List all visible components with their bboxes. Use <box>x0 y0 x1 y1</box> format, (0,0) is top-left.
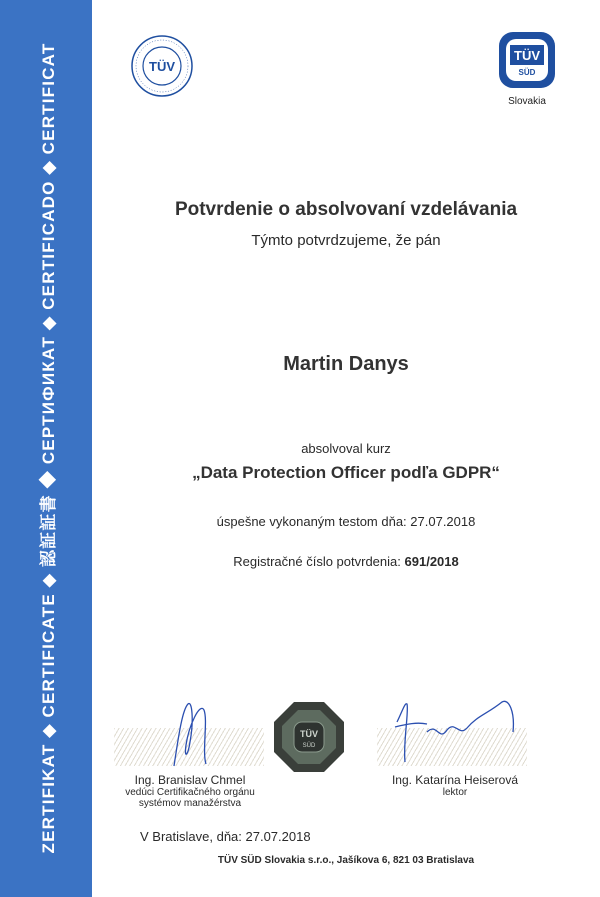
certificate-title: Potvrdenie o absolvovaní vzdelávania <box>174 199 518 220</box>
recipient-name: Martin Danys <box>283 353 409 375</box>
hologram-seal <box>272 700 346 774</box>
left-signatory-role-2: systémov manažérstva <box>138 798 242 809</box>
seal-tuv-text: TÜV <box>149 59 175 74</box>
left-signatory-role-1: vedúci Certifikačného orgánu <box>125 787 255 798</box>
certificate-sidebar-band <box>0 0 92 897</box>
registration-number: 691/2018 <box>404 554 459 569</box>
certificate-subtitle: Týmto potvrdzujeme, že pán <box>251 232 441 249</box>
registration-label: Registračné číslo potvrdenia: <box>233 554 401 569</box>
course-name: „Data Protection Officer podľa GDPR“ <box>192 463 500 482</box>
hologram-sud-text: SÜD <box>302 743 316 749</box>
company-address-footer: TÜV SÜD Slovakia s.r.o., Jašíkova 6, 821 03 Bratislava <box>217 855 475 866</box>
logo-country-text: Slovakia <box>508 96 546 107</box>
logo-sud-text: SÜD <box>518 68 536 77</box>
hologram-tuv-text: TÜV <box>300 729 318 739</box>
sidebar-multilingual-text: ZERTIFIKAT ◆ CERTIFICATE ◆ 認証証書 ◆ СЕРТИФИКАТ ◆ CERTIFICADO ◆ CERTIFICAT <box>38 42 58 854</box>
certificate-document <box>92 0 600 897</box>
left-signatory-name: Ing. Branislav Chmel <box>134 773 246 787</box>
tuv-round-seal-logo <box>130 34 194 98</box>
handwritten-signature-left <box>144 700 234 770</box>
left-signatory-caption <box>100 774 280 809</box>
registration-line <box>92 554 600 569</box>
handwritten-signature-right <box>377 692 527 770</box>
right-signatory-name: Ing. Katarína Heiserová <box>391 773 519 787</box>
right-signatory-caption <box>360 774 550 798</box>
left-signature-area <box>114 700 264 770</box>
place-and-date: V Bratislave, dňa: 27.07.2018 <box>140 829 311 844</box>
course-intro: absolvoval kurz <box>301 441 391 456</box>
test-date-line: úspešne vykonaným testom dňa: 27.07.2018 <box>216 514 476 529</box>
tuv-sud-slovakia-logo <box>497 30 557 110</box>
right-signatory-role: lektor <box>442 787 468 798</box>
right-signature-area <box>377 700 527 770</box>
logo-tuv-text: TÜV <box>514 48 540 63</box>
